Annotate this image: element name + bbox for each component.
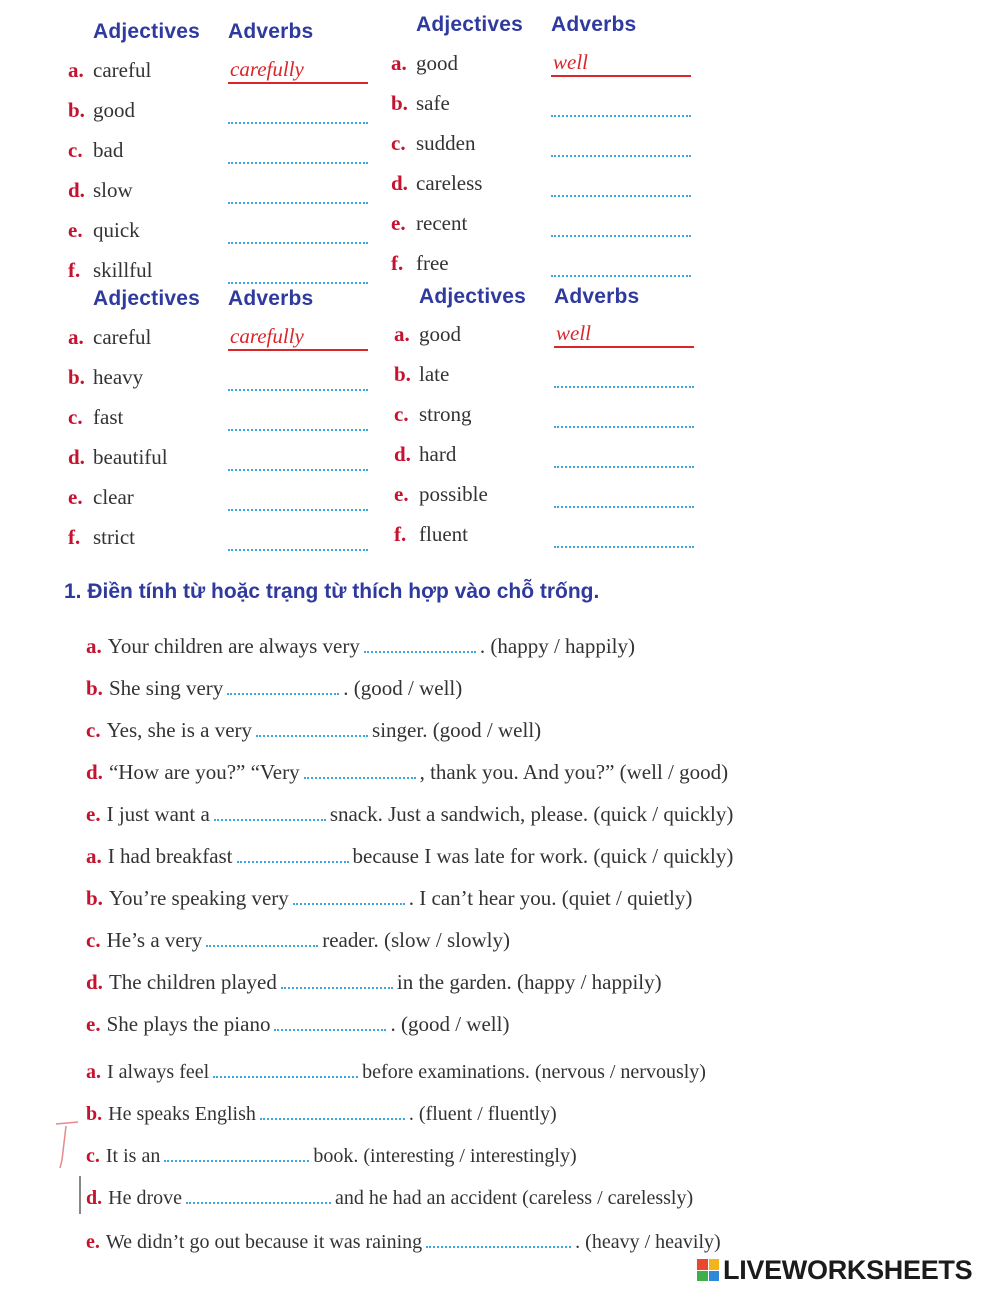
sentence-after: . (good / well) bbox=[343, 676, 463, 700]
sentence bbox=[86, 928, 510, 953]
row-letter: e. bbox=[68, 218, 83, 242]
sentence-before: You’re speaking very bbox=[108, 886, 289, 910]
table-row bbox=[68, 485, 378, 515]
sentence-before: I just want a bbox=[106, 802, 210, 826]
sentence-after: before examinations. (nervous / nervously) bbox=[362, 1061, 706, 1083]
sentence-letter: d. bbox=[86, 970, 103, 994]
row-letter: e. bbox=[394, 482, 409, 506]
sentence bbox=[86, 1186, 693, 1210]
row-letter: d. bbox=[394, 442, 411, 466]
row-letter: f. bbox=[394, 522, 407, 546]
sentence-letter: c. bbox=[86, 718, 101, 742]
adjective-word: fast bbox=[93, 405, 124, 429]
sentence-letter: b. bbox=[86, 676, 103, 700]
sentence-after: . (heavy / heavily) bbox=[575, 1231, 721, 1253]
adjective-word: skillful bbox=[93, 258, 153, 282]
adverb-answer-field[interactable] bbox=[228, 527, 368, 551]
answer-blank[interactable] bbox=[274, 1013, 386, 1031]
table-row bbox=[68, 525, 378, 555]
sentence bbox=[86, 1012, 509, 1037]
row-letter: b. bbox=[391, 91, 408, 115]
adverb-answer-field[interactable] bbox=[554, 524, 694, 548]
answer-blank[interactable] bbox=[164, 1144, 309, 1162]
sentence bbox=[86, 844, 733, 869]
adverb-answer-field[interactable] bbox=[228, 180, 368, 204]
answer-blank[interactable] bbox=[293, 887, 405, 905]
adjective-word: bad bbox=[93, 138, 124, 162]
table-row bbox=[68, 138, 378, 168]
adverb-answer-field[interactable] bbox=[551, 50, 691, 77]
adverbs-header: Adverbs bbox=[228, 20, 314, 43]
adverb-answer: well bbox=[556, 321, 591, 345]
adverb-answer-field[interactable] bbox=[554, 484, 694, 508]
adjective-word: clear bbox=[93, 485, 134, 509]
sentence bbox=[86, 634, 635, 659]
answer-blank[interactable] bbox=[214, 803, 326, 821]
adverb-answer-field[interactable] bbox=[228, 57, 368, 84]
sentence-letter: d. bbox=[86, 1187, 103, 1209]
sentence bbox=[86, 1102, 557, 1126]
table-row bbox=[68, 98, 378, 128]
sentence-before: Yes, she is a very bbox=[106, 718, 253, 742]
adverb-answer-field[interactable] bbox=[228, 407, 368, 431]
sentence-letter: c. bbox=[86, 1145, 100, 1167]
answer-blank[interactable] bbox=[426, 1230, 571, 1248]
answer-blank[interactable] bbox=[364, 635, 476, 653]
sentence-after: book. (interesting / interestingly) bbox=[313, 1145, 577, 1167]
adverb-answer: well bbox=[553, 50, 588, 74]
row-letter: c. bbox=[68, 405, 83, 429]
adjective-word: heavy bbox=[93, 365, 144, 389]
adjectives-header: Adjectives bbox=[93, 20, 201, 43]
table-row bbox=[391, 131, 701, 161]
row-letter: d. bbox=[68, 178, 85, 202]
sentence-letter: a. bbox=[86, 634, 102, 658]
answer-blank[interactable] bbox=[304, 761, 416, 779]
sentence-letter: a. bbox=[86, 1061, 101, 1083]
row-letter: f. bbox=[68, 525, 81, 549]
table-row bbox=[68, 178, 378, 208]
table-row bbox=[68, 365, 378, 395]
sentence-letter: e. bbox=[86, 1012, 101, 1036]
adjective-word: fluent bbox=[419, 522, 468, 546]
adverb-answer-field[interactable] bbox=[554, 364, 694, 388]
row-letter: b. bbox=[68, 365, 85, 389]
answer-blank[interactable] bbox=[186, 1186, 331, 1204]
sentence-letter: c. bbox=[86, 928, 101, 952]
sentence-before: Your children are always very bbox=[107, 634, 360, 658]
adjective-word: quick bbox=[93, 218, 140, 242]
brand-name: LIVEWORKSHEETS bbox=[723, 1254, 973, 1285]
sentence-after: . (good / well) bbox=[390, 1012, 510, 1036]
sentence bbox=[86, 760, 728, 785]
row-letter: a. bbox=[68, 58, 84, 82]
logo-square bbox=[697, 1259, 708, 1270]
answer-blank[interactable] bbox=[237, 845, 349, 863]
adverb-answer-field[interactable] bbox=[551, 213, 691, 237]
sentence bbox=[86, 1144, 577, 1168]
row-letter: c. bbox=[391, 131, 406, 155]
row-letter: d. bbox=[68, 445, 85, 469]
table-row bbox=[391, 51, 701, 81]
adverb-answer-field[interactable] bbox=[228, 140, 368, 164]
sentence bbox=[86, 676, 462, 701]
adjective-word: careless bbox=[416, 171, 483, 195]
row-letter: c. bbox=[68, 138, 83, 162]
sentence-letter: d. bbox=[86, 760, 103, 784]
sentence-after: in the garden. (happy / happily) bbox=[396, 970, 662, 994]
sentence-after: . I can’t hear you. (quiet / quietly) bbox=[408, 886, 693, 910]
sentence-before: We didn’t go out because it was raining bbox=[105, 1231, 423, 1253]
adjectives-header: Adjectives bbox=[93, 287, 201, 310]
sentence-letter: e. bbox=[86, 802, 101, 826]
row-letter: e. bbox=[391, 211, 406, 235]
table-row bbox=[394, 522, 704, 552]
sentence-after: . (fluent / fluently) bbox=[408, 1103, 557, 1125]
answer-blank[interactable] bbox=[281, 971, 393, 989]
adjective-word: good bbox=[416, 51, 458, 75]
logo-mark-icon bbox=[697, 1259, 719, 1281]
sentence-before: “How are you?” “Very bbox=[108, 760, 300, 784]
logo-square bbox=[697, 1271, 708, 1282]
answer-blank[interactable] bbox=[260, 1102, 405, 1120]
row-letter: f. bbox=[391, 251, 404, 275]
sentence-after: snack. Just a sandwich, please. (quick / quickly) bbox=[329, 802, 734, 826]
row-letter: b. bbox=[68, 98, 85, 122]
table-row bbox=[394, 402, 704, 432]
sentence-before: I always feel bbox=[107, 1061, 210, 1083]
sentence-letter: e. bbox=[86, 1231, 100, 1253]
row-letter: a. bbox=[68, 325, 84, 349]
sentence-before: He drove bbox=[108, 1187, 182, 1209]
adverb-answer-field[interactable] bbox=[554, 404, 694, 428]
sentence bbox=[86, 718, 541, 743]
adverb-answer-field[interactable] bbox=[554, 321, 694, 348]
sentence-after: because I was late for work. (quick / quickly) bbox=[352, 844, 734, 868]
sentence bbox=[86, 970, 662, 995]
table-row bbox=[68, 218, 378, 248]
sentence-before: It is an bbox=[105, 1145, 161, 1167]
table-row bbox=[68, 445, 378, 475]
adverb-answer-field[interactable] bbox=[551, 173, 691, 197]
table-row bbox=[394, 482, 704, 512]
table-row bbox=[391, 91, 701, 121]
sentence-after: . (happy / happily) bbox=[479, 634, 636, 658]
adverbs-header: Adverbs bbox=[228, 287, 314, 310]
sentence bbox=[86, 1230, 721, 1254]
adverb-answer-field[interactable] bbox=[551, 253, 691, 277]
answer-blank[interactable] bbox=[227, 677, 339, 695]
sentence-letter: b. bbox=[86, 1103, 103, 1125]
row-letter: a. bbox=[391, 51, 407, 75]
table-row bbox=[391, 211, 701, 241]
logo-square bbox=[709, 1259, 720, 1270]
row-letter: c. bbox=[394, 402, 409, 426]
sentence-letter: b. bbox=[86, 886, 103, 910]
adverb-answer-field[interactable] bbox=[551, 93, 691, 117]
answer-blank[interactable] bbox=[213, 1060, 358, 1078]
table-row bbox=[68, 258, 378, 288]
adverb-answer-field[interactable] bbox=[551, 133, 691, 157]
adverb-answer-field[interactable] bbox=[228, 100, 368, 124]
adjective-word: free bbox=[416, 251, 449, 275]
adjective-word: strict bbox=[93, 525, 135, 549]
answer-blank[interactable] bbox=[206, 929, 318, 947]
adjective-word: recent bbox=[416, 211, 468, 235]
adjective-word: hard bbox=[419, 442, 457, 466]
answer-blank[interactable] bbox=[256, 719, 368, 737]
sentence-after: singer. (good / well) bbox=[372, 718, 542, 742]
table-row bbox=[394, 322, 704, 352]
sentence-letter: a. bbox=[86, 844, 102, 868]
sentence-before: She plays the piano bbox=[106, 1012, 271, 1036]
liveworksheets-logo bbox=[697, 1254, 972, 1286]
table-row bbox=[391, 171, 701, 201]
adverb-answer: carefully bbox=[230, 57, 304, 81]
exercise-title: 1. Điền tính từ hoặc trạng từ thích hợp vào chỗ trống. bbox=[64, 580, 600, 603]
table-row bbox=[391, 251, 701, 281]
sentence-before: I had breakfast bbox=[107, 844, 233, 868]
margin-line bbox=[79, 1176, 81, 1214]
row-letter: b. bbox=[394, 362, 411, 386]
adverb-answer-field[interactable] bbox=[228, 324, 368, 351]
adjective-word: slow bbox=[93, 178, 133, 202]
adverb-answer-field[interactable] bbox=[554, 444, 694, 468]
adjective-word: good bbox=[93, 98, 135, 122]
adverbs-header: Adverbs bbox=[551, 13, 637, 36]
adjective-word: sudden bbox=[416, 131, 476, 155]
adjective-word: strong bbox=[419, 402, 472, 426]
adjectives-header: Adjectives bbox=[416, 13, 524, 36]
adverb-answer-field[interactable] bbox=[228, 220, 368, 244]
sentence-before: The children played bbox=[108, 970, 277, 994]
sentence-after: reader. (slow / slowly) bbox=[322, 928, 511, 952]
adverb-answer-field[interactable] bbox=[228, 447, 368, 471]
sentence-before: He speaks English bbox=[108, 1103, 256, 1125]
adjective-word: careful bbox=[93, 325, 152, 349]
adjective-word: good bbox=[419, 322, 461, 346]
adjectives-header: Adjectives bbox=[419, 285, 527, 308]
sentence bbox=[86, 802, 733, 827]
adverb-answer-field[interactable] bbox=[228, 367, 368, 391]
sentence-after: , thank you. And you?” (well / good) bbox=[419, 760, 729, 784]
adjective-word: possible bbox=[419, 482, 488, 506]
pen-mark-icon bbox=[54, 1120, 80, 1180]
row-letter: d. bbox=[391, 171, 408, 195]
sentence-before: She sing very bbox=[108, 676, 224, 700]
adverb-answer-field[interactable] bbox=[228, 487, 368, 511]
row-letter: f. bbox=[68, 258, 81, 282]
sentence bbox=[86, 886, 692, 911]
adjective-word: safe bbox=[416, 91, 450, 115]
adjective-word: late bbox=[419, 362, 450, 386]
adverb-answer-field[interactable] bbox=[228, 260, 368, 284]
adverb-answer: carefully bbox=[230, 324, 304, 348]
table-row bbox=[68, 58, 378, 88]
sentence-after: and he had an accident (careless / carelessly) bbox=[334, 1187, 694, 1209]
table-row bbox=[68, 405, 378, 435]
table-row bbox=[394, 442, 704, 472]
adjective-word: beautiful bbox=[93, 445, 168, 469]
row-letter: a. bbox=[394, 322, 410, 346]
table-row bbox=[68, 325, 378, 355]
sentence bbox=[86, 1060, 706, 1084]
adjective-word: careful bbox=[93, 58, 152, 82]
logo-square bbox=[709, 1271, 720, 1282]
sentence-before: He’s a very bbox=[106, 928, 203, 952]
row-letter: e. bbox=[68, 485, 83, 509]
table-row bbox=[394, 362, 704, 392]
adverbs-header: Adverbs bbox=[554, 285, 640, 308]
